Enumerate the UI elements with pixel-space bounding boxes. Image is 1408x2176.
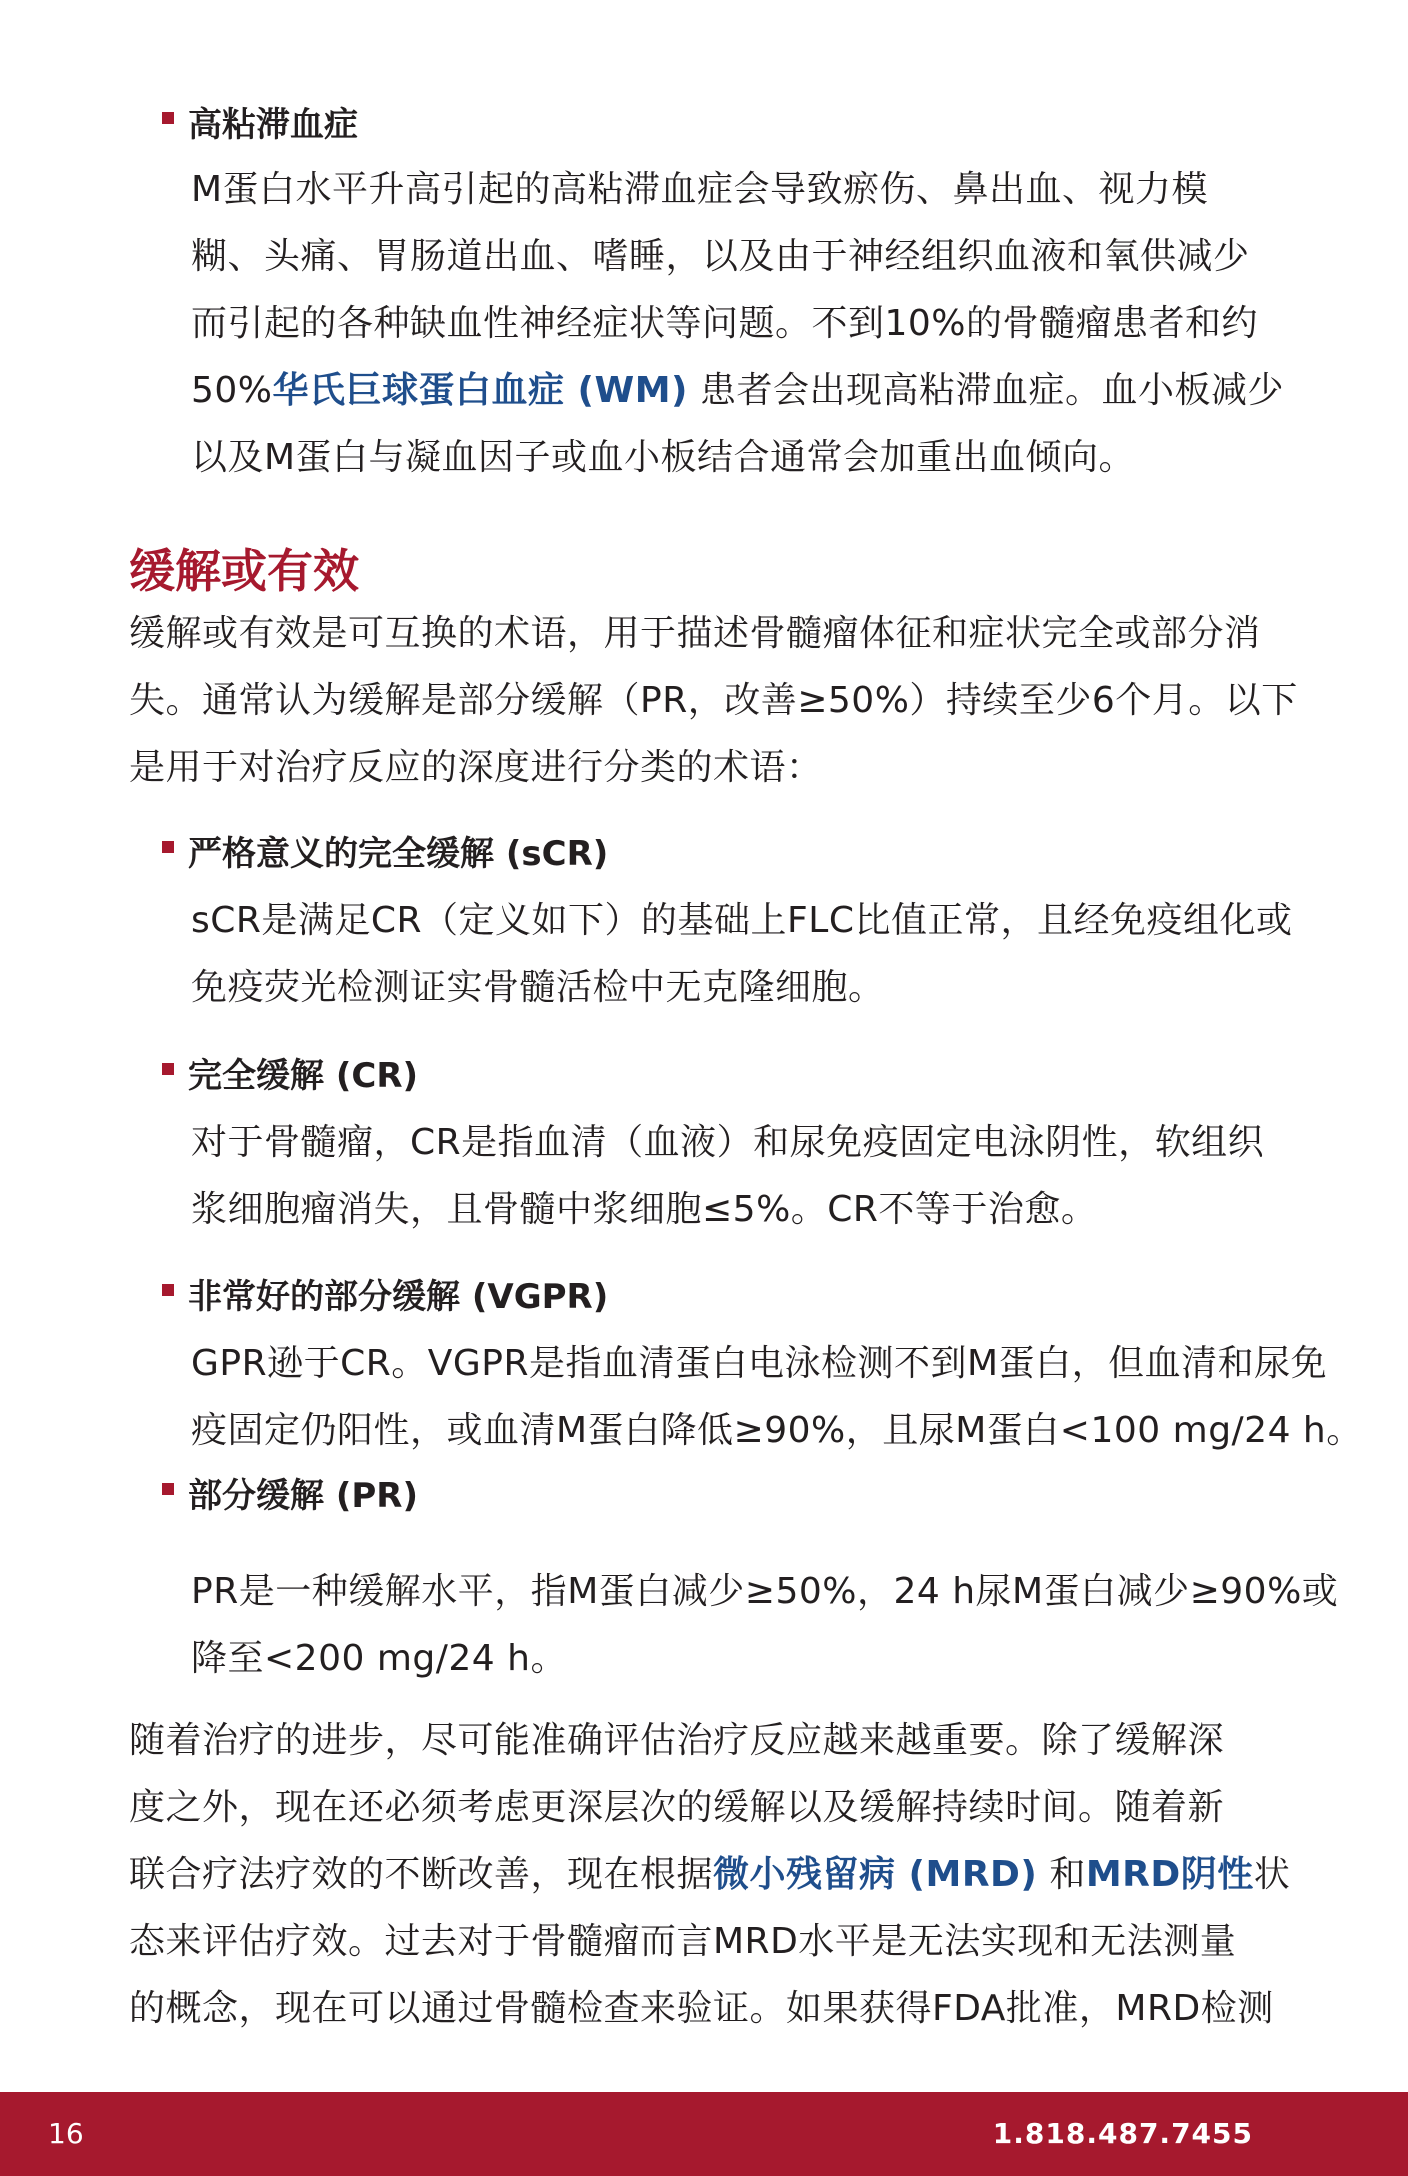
text-line: 免疫荧光检测证实骨髓活检中无克隆细胞。 [191,967,885,1008]
text-line: sCR是满足CR（定义如下）的基础上FLC比值正常，且经免疫组化或 [191,900,1293,941]
section-title: 缓解或有效 [129,544,359,598]
text-line: 态来评估疗效。过去对于骨髓瘤而言MRD水平是无法实现和无法测量 [129,1921,1237,1962]
remission-paragraph [129,600,1298,801]
vgpr-heading: 非常好的部分缓解 (VGPR) [162,1272,608,1322]
text-line: 是用于对治疗反应的深度进行分类的术语： [129,747,823,788]
mrd-link[interactable]: 微小残留病 (MRD) [713,1854,1038,1895]
footer-bar [0,2092,1408,2176]
text-line: 对于骨髓瘤，CR是指血清（血液）和尿免疫固定电泳阴性，软组织 [191,1122,1265,1163]
text-line: 失。通常认为缓解是部分缓解（PR，改善≥50%）持续至少6个月。以下 [129,680,1298,721]
closing-paragraph [129,1707,1290,2042]
hyperviscosity-heading: 高粘滞血症 [162,100,358,150]
cr-paragraph [191,1109,1264,1243]
text-line: 缓解或有效是可互换的术语，用于描述骨髓瘤体征和症状完全或部分消 [129,613,1261,654]
text-line: 浆细胞瘤消失，且骨髓中浆细胞≤5%。CR不等于治愈。 [191,1189,1098,1230]
text-line: GPR逊于CR。VGPR是指血清蛋白电泳检测不到M蛋白，但血清和尿免 [191,1343,1328,1384]
text-line: 糊、头痛、胃肠道出血、嗜睡，以及由于神经组织血液和氧供减少 [191,236,1250,277]
phone-number[interactable]: 1.818.487.7455 [992,2117,1253,2150]
text-line: 降至<200 mg/24 h。 [191,1638,567,1679]
text-line: 疫固定仍阳性，或血清M蛋白降低≥90%，且尿M蛋白<100 mg/24 h。 [191,1410,1363,1451]
text-line: 联合疗法疗效的不断改善，现在根据微小残留病 (MRD) 和MRD阴性状 [129,1854,1291,1895]
text-line: PR是一种缓解水平，指M蛋白减少≥50%，24 h尿M蛋白减少≥90%或 [191,1571,1339,1612]
bullet-square-icon [162,1284,174,1296]
bullet-square-icon [162,1483,174,1495]
text-line: 以及M蛋白与凝血因子或血小板结合通常会加重出血倾向。 [191,437,1136,478]
mrd-negative-link[interactable]: MRD阴性 [1085,1854,1254,1895]
page-number: 16 [48,2117,84,2150]
text-line: 随着治疗的进步，尽可能准确评估治疗反应越来越重要。除了缓解深 [129,1720,1225,1761]
text-line: 度之外，现在还必须考虑更深层次的缓解以及缓解持续时间。随着新 [129,1787,1225,1828]
text-line: M蛋白水平升高引起的高粘滞血症会导致瘀伤、鼻出血、视力模 [191,169,1209,210]
text-line: 50%华氏巨球蛋白血症 (WM) 患者会出现高粘滞血症。血小板减少 [191,370,1284,411]
pr-heading: 部分缓解 (PR) [162,1471,418,1521]
scr-heading: 严格意义的完全缓解 (sCR) [162,829,608,879]
bullet-square-icon [162,1063,174,1075]
wm-link[interactable]: 华氏巨球蛋白血症 (WM) [272,370,688,411]
text-line: 的概念，现在可以通过骨髓检查来验证。如果获得FDA批准，MRD检测 [129,1988,1274,2029]
bullet-square-icon [162,841,174,853]
cr-heading: 完全缓解 (CR) [162,1051,418,1101]
text-line: 而引起的各种缺血性神经症状等问题。不到10%的骨髓瘤患者和约 [191,303,1259,344]
vgpr-paragraph [191,1330,1363,1464]
hyperviscosity-paragraph [191,156,1284,491]
scr-paragraph [191,887,1292,1021]
pr-paragraph [191,1558,1338,1692]
bullet-square-icon [162,112,174,124]
